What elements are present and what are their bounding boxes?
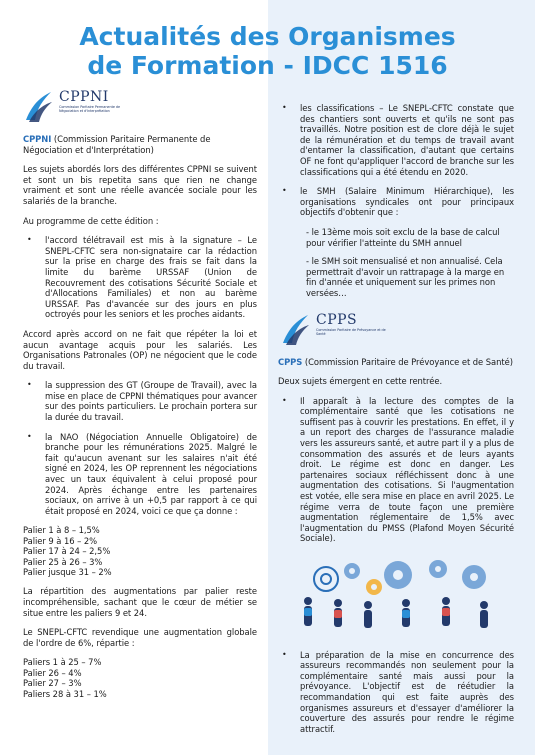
cppni-logo — [23, 90, 257, 128]
smh-sub-mensualise: - le SMH soit mensualisé et non annualisé. Cela permettrait d'avoir un rattrapage à la marge en fin d'année et uniquement sur les primes non versées… — [306, 256, 505, 298]
cpps-list-1 — [278, 396, 514, 544]
palier-op-item: Palier jusque 31 – 2% — [23, 567, 112, 578]
bullet-smh: • le SMH (Salaire Minimum Hiérarchique), les organisations syndicales ont pour principaux objectifs d'obtenir que : — [278, 186, 514, 218]
cpps-logo-subtitle: Commission Paritaire de Prévoyance et de Santé — [316, 327, 386, 336]
swoosh-logo-icon — [23, 90, 53, 124]
page-title — [0, 22, 535, 80]
palier-op-item: Palier 17 à 24 – 2,5% — [23, 546, 111, 557]
palier-snepl-item: Paliers 1 à 25 – 7% — [23, 657, 102, 668]
cppni-logo-subtitle: Commission Paritaire Permanente de Négociation et d'Interprétation — [59, 105, 121, 113]
palier-snepl-item: Palier 26 – 4% — [23, 667, 82, 678]
team-gears-illustration — [278, 557, 514, 635]
palier-snepl-item: Palier 27 – 3% — [23, 678, 82, 689]
cppni-intro: Les sujets abordés lors des différentes CPPNI se suivent et sont un bis repetita sans que rien ne change vraiment et sont une réelle avancée sociale pour les salariés de la branche. — [23, 164, 257, 206]
cppni-programme: Au programme de cette édition : — [23, 215, 159, 226]
palier-op-item: Palier 9 à 16 – 2% — [23, 535, 98, 546]
bullet-teletravail: • l'accord télétravail est mis à la signature – Le SNEPL-CFTC sera non-signataire car la rédaction sur la prise en charge des frais se fait dans la limite du barème URSSAF (Union de Recouvrement des cotisations Sécurité Sociale et d'Allocations Familiales) et non au barème URSSAF. Pas d'avancée sur des jours en plus octroyés pour les seniors et les proches aidants. — [23, 235, 257, 320]
cppni-logo-name: CPPNI — [59, 89, 109, 105]
cppni-list-3 — [278, 103, 514, 218]
paliers-snepl-list — [23, 657, 257, 699]
cppni-acronym: CPPNI — [23, 134, 52, 144]
cppni-revendique: Le SNEPL-CFTC revendique une augmentation globale de l'ordre de 6%, répartie : — [23, 627, 257, 648]
palier-op-item: Palier 1 à 8 – 1,5% — [23, 525, 100, 536]
cppni-repartition: La répartition des augmentations par palier reste incompréhensible, sachant que le cœur de métier se situe entre les paliers 9 et 24. — [23, 586, 257, 618]
cppni-heading — [23, 134, 257, 155]
cpps-fullname: (Commission Paritaire de Prévoyance et de Santé) — [302, 356, 513, 367]
left-column — [23, 90, 257, 699]
cpps-list-2 — [278, 650, 514, 735]
bullet-preparation: • La préparation de la mise en concurrence des assureurs recommandés non seulement pour la complémentaire santé mais aussi pour la prévoyance. L'objectif est de réétudier la recommandation qui est faite auprès des organismes assureurs et d'essayer d'améliorer la couverture des assurés pour rendre le régime attractif. — [278, 650, 514, 735]
page-title-line2: de Formation - IDCC 1516 — [87, 51, 448, 80]
cpps-logo — [280, 313, 514, 351]
cppni-list-2 — [23, 380, 257, 516]
cpps-intro: Deux sujets émergent en cette rentrée. — [278, 376, 443, 387]
cppni-fullname: (Commission Paritaire Permanente de Négociation et d'Interprétation) — [23, 134, 211, 155]
palier-op-item: Palier 25 à 26 – 3% — [23, 556, 103, 567]
swoosh-logo-icon — [280, 313, 310, 347]
paliers-op-list — [23, 525, 257, 577]
bullet-gt: • la suppression des GT (Groupe de Travail), avec la mise en place de CPPNI thématiques pour avancer sur des points particuliers. Le prochain portera sur la durée du travail. — [23, 380, 257, 422]
smh-sub-13eme: - le 13ème mois soit exclu de la base de calcul pour vérifier l'atteinte du SMH annuel — [306, 226, 500, 248]
cppni-list-1 — [23, 235, 257, 320]
cpps-acronym: CPPS — [278, 356, 303, 367]
page-title-line1: Actualités des Organismes — [79, 22, 456, 51]
right-column — [278, 103, 514, 743]
cppni-accord: Accord après accord on ne fait que répéter la loi et aucun avantage acquis pour les salariés. Les Organisations Patronales (OP) ne négocient que le code du travail. — [23, 328, 257, 371]
bullet-comptes: • Il apparaît à la lecture des comptes de la complémentaire santé que les cotisations ne suffisent pas à couvrir les prestations. En effet, il y a un report des charges de l'assurance maladie vers les assureurs santé, et autre part il y a plus de consommation des assurés et de leurs ayants droit. Le régime est donc en danger. Les partenaires sociaux réfléchissent donc à une augmentation des cotisations. Si l'augmentation est votée, elle sera mise en place en avril 2025. Le régime verra de toute façon une première augmentation réglementaire de 1,5% avec l'augmentation du PMSS (Plafond Moyen Sécurité Sociale). — [278, 396, 514, 544]
bullet-nao: • la NAO (Négociation Annuelle Obligatoire) de branche pour les rémunérations 2025. Malgré le fait qu'aucun avenant sur les salaires n'ait été signé en 2024, les OP reprennent les négociations avec un taux équivalent à celui proposé pour 2024. Après échange entre les partenaires sociaux, on arrive à un +0,5 par rapport à ce qui était proposé en 2024, voici ce que ça donne : — [23, 432, 257, 517]
cpps-heading — [278, 357, 514, 368]
bullet-classifications: • les classifications – Le SNEPL-CFTC constate que des chantiers sont ouverts et qu'ils ne sont pas travaillés. Notre position est de clore déjà le sujet de la rémunération et du temps de travail avant d'entamer la classification, d'autant que certains OF ne font qu'appliquer l'accord de branche sur les classifications qui a été étendu en 2020. — [278, 103, 514, 177]
cpps-logo-name: CPPS — [316, 311, 358, 328]
palier-snepl-item: Paliers 28 à 31 – 1% — [23, 688, 107, 699]
